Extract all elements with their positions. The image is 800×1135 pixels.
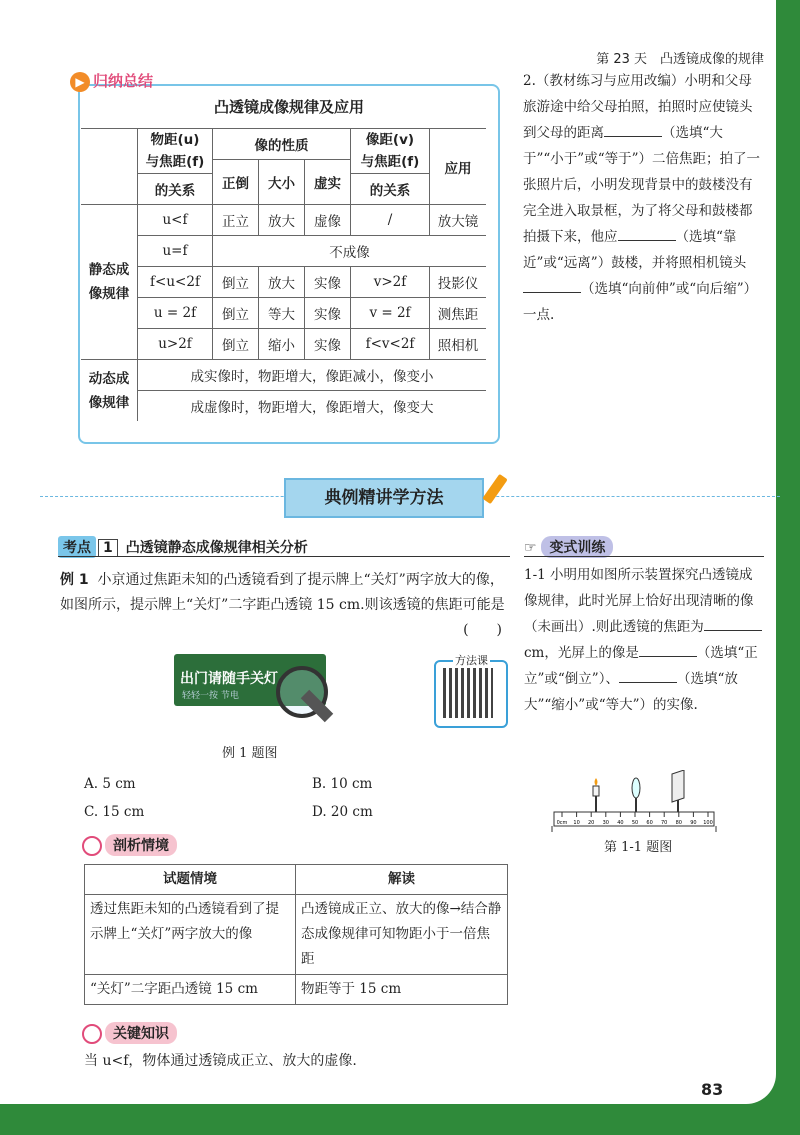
- table-cell: 成虚像时，物距增大，像距增大，像变大: [138, 391, 487, 422]
- static-rule-label: [81, 205, 138, 360]
- option-d[interactable]: D. 20 cm: [312, 804, 373, 820]
- ruler-tick-label: 100: [703, 820, 713, 826]
- header-line: 像距(v): [365, 132, 415, 148]
- analysis-cell: 透过焦距未知的凸透镜看到了提示牌上“关灯”两字放大的像: [85, 895, 296, 975]
- table-cell: 测焦距: [430, 298, 487, 329]
- candle-icon: [593, 786, 599, 796]
- table-cell: u=f: [138, 236, 213, 267]
- answer-blank[interactable]: [618, 226, 676, 241]
- analysis-header-cell: 解读: [296, 865, 508, 895]
- flame-icon: [595, 778, 598, 786]
- question-2: [523, 68, 763, 328]
- section-banner: [284, 478, 484, 518]
- bianshi-underline: [524, 556, 764, 557]
- table-cell: v = 2f: [351, 298, 430, 329]
- sign-sub-text: 轻轻一按 节电: [182, 691, 239, 701]
- optical-bench-figure: [550, 770, 720, 834]
- question-text: （选填“向前伸”或“向后缩”）一点.: [523, 281, 758, 323]
- ruler-tick-label: 10: [573, 820, 580, 826]
- table-cell: 实像: [305, 267, 351, 298]
- question-text: （选填“靠近”或“远离”）鼓楼，并将照相机镜头: [523, 229, 747, 271]
- header-line: 物距(u): [150, 132, 200, 148]
- table-cell: u = 2f: [138, 298, 213, 329]
- ruler-tick-label: 20: [588, 820, 595, 826]
- header-real: 虚实: [305, 160, 351, 205]
- table-cell: 成实像时，物距增大，像距减小，像变小: [138, 360, 487, 391]
- header-upright: 正倒: [213, 160, 259, 205]
- kaodian-tag: 考点: [58, 536, 96, 558]
- kaodian-title: 凸透镜静态成像规律相关分析: [125, 540, 308, 556]
- table-cell: v>2f: [351, 267, 430, 298]
- table-cell: f<u<2f: [138, 267, 213, 298]
- analysis-cell: 物距等于 15 cm: [296, 975, 508, 1005]
- table-cell: 倒立: [213, 267, 259, 298]
- analysis-header: [82, 834, 177, 856]
- question-text: 1-1 小明用如图所示装置探究凸透镜成像规律，此时光屏上恰好出现清晰的像（未画出）.则此透镜的焦距为: [524, 567, 754, 635]
- convex-lens-icon: [632, 778, 640, 798]
- question-text: 2.（教材练习与应用改编）小明和父母旅游途中给父母拍照，拍照时应使镜头到父母的距离: [523, 73, 753, 141]
- ruler-tick-label: 60: [646, 820, 653, 826]
- table-corner: [81, 129, 138, 205]
- table-cell: 放大: [259, 205, 305, 236]
- hand-icon: ☞: [524, 540, 542, 556]
- option-b[interactable]: B. 10 cm: [312, 776, 373, 792]
- header-image-distance: [351, 129, 430, 174]
- analysis-tag: 剖析情境: [105, 834, 177, 856]
- light-screen: [672, 770, 684, 802]
- header-line: 与焦距(f): [145, 154, 205, 170]
- table-cell: u<f: [138, 205, 213, 236]
- analysis-table: [84, 864, 508, 1005]
- example-text: 小京通过焦距未知的凸透镜看到了提示牌上“关灯”两字放大的像，如图所示，提示牌上“关灯”二字距凸透镜 15 cm.则该透镜的焦距可能是: [60, 572, 505, 613]
- kaodian-header: [58, 536, 308, 558]
- ruler-tick-label: 40: [617, 820, 624, 826]
- label-line: 像规律: [88, 394, 130, 411]
- table-cell: 实像: [305, 329, 351, 360]
- key-knowledge-tag: 关键知识: [105, 1022, 177, 1044]
- ruler-tick-label: 50: [631, 820, 639, 826]
- table-cell: 放大镜: [430, 205, 487, 236]
- example-label: 例 1: [60, 572, 89, 588]
- figure-caption: 例 1 题图: [222, 746, 278, 761]
- banner-label: 典例精讲学方法: [324, 488, 444, 508]
- header-line: 与焦距(f): [360, 154, 420, 170]
- ruler-tick-label: 90: [690, 820, 697, 826]
- header-size: 大小: [259, 160, 305, 205]
- question-text: cm，光屏上的像是: [524, 645, 639, 661]
- answer-blank[interactable]: [639, 642, 697, 657]
- option-c[interactable]: C. 15 cm: [84, 804, 145, 820]
- kaodian-number: 1: [98, 539, 118, 557]
- ruler-tick-label: 30: [602, 820, 609, 826]
- analysis-icon: [82, 836, 102, 856]
- table-cell: 倒立: [213, 298, 259, 329]
- answer-blank[interactable]: [704, 616, 762, 631]
- label-line: 动态成: [88, 370, 130, 387]
- ruler-tick-label: 80: [675, 820, 682, 826]
- option-a[interactable]: A. 5 cm: [84, 776, 136, 792]
- answer-blank[interactable]: [619, 668, 677, 683]
- ruler-tick-label: 0cm: [556, 820, 568, 826]
- megaphone-icon: ▶: [70, 72, 90, 92]
- table-cell: /: [351, 205, 430, 236]
- page-number: 83: [701, 1080, 724, 1099]
- header-object-distance: [138, 129, 213, 174]
- sign-main-text: 出门请随手关灯: [180, 671, 278, 687]
- answer-blank[interactable]: [523, 278, 581, 293]
- table-cell: 照相机: [430, 329, 487, 360]
- table-cell: 虚像: [305, 205, 351, 236]
- header-image-nature: 像的性质: [213, 129, 351, 160]
- summary-title: 凸透镜成像规律及应用: [213, 98, 364, 116]
- analysis-header-cell: 试题情境: [85, 865, 296, 895]
- question-text: （选填“放大”“缩小”或“等大”）的实像.: [524, 671, 738, 713]
- dynamic-rule-label: [81, 360, 138, 422]
- table-cell: 等大: [259, 298, 305, 329]
- key-knowledge-header: [82, 1022, 177, 1044]
- kaodian-underline: [58, 556, 510, 557]
- table-cell: 投影仪: [430, 267, 487, 298]
- table-cell: 正立: [213, 205, 259, 236]
- bianshi-tag: 变式训练: [541, 536, 613, 558]
- question-1-1: [524, 562, 764, 718]
- analysis-cell: 凸透镜成正立、放大的像→结合静态成像规律可知物距小于一倍焦距: [296, 895, 508, 975]
- ruler-tick-label: 70: [661, 820, 668, 826]
- qr-title: 方法课: [455, 654, 488, 667]
- table-cell: 放大: [259, 267, 305, 298]
- summary-tag: [70, 70, 153, 92]
- table-cell: 倒立: [213, 329, 259, 360]
- table-cell: 不成像: [213, 236, 487, 267]
- running-head: 第 23 天 凸透镜成像的规律: [596, 52, 764, 67]
- header-object-relation: 的关系: [138, 174, 213, 205]
- qr-pattern: [443, 668, 493, 718]
- table-cell: f<v<2f: [351, 329, 430, 360]
- question-text: （选填“大于”“小于”或“等于”）二倍焦距；拍了一张照片后，小明发现背景中的鼓楼没有完全进入取景框，为了将父母和鼓楼都拍摄下来，他应: [523, 125, 761, 245]
- header-image-relation: 的关系: [351, 174, 430, 205]
- figure-caption-1-1: 第 1-1 题图: [604, 840, 673, 855]
- summary-tag-label: 归纳总结: [93, 72, 154, 90]
- answer-blank[interactable]: [604, 122, 662, 137]
- bianshi-header: [524, 536, 613, 558]
- analysis-cell: “关灯”二字距凸透镜 15 cm: [85, 975, 296, 1005]
- header-application: 应用: [430, 129, 487, 205]
- table-cell: 实像: [305, 298, 351, 329]
- answer-paren[interactable]: ( ): [463, 622, 502, 638]
- key-knowledge-text: 当 u<f，物体通过透镜成正立、放大的虚像.: [84, 1053, 357, 1069]
- lens-rule-table: [81, 128, 486, 421]
- table-cell: 缩小: [259, 329, 305, 360]
- target-icon: [82, 1024, 102, 1044]
- question-text: （选填“正立”或“倒立”）、: [524, 645, 758, 687]
- label-line: 静态成: [88, 262, 130, 278]
- table-cell: u>2f: [138, 329, 213, 360]
- label-line: 像规律: [88, 286, 130, 302]
- example-1: [60, 568, 510, 643]
